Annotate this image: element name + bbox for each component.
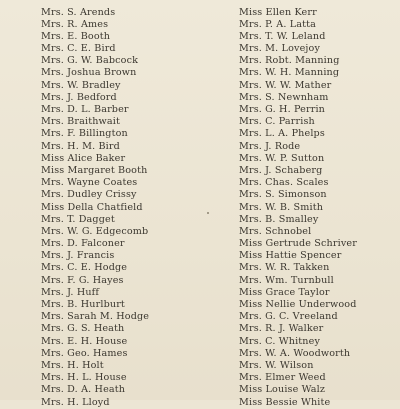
names-column-right (239, 7, 357, 409)
member-name: Mrs. D. A. Heath (41, 384, 126, 396)
member-name: Miss Gertrude Schriver (239, 238, 357, 250)
member-name: Mrs. Wm. Turnbull (239, 274, 334, 286)
member-name: Mrs. W. W. Mather (239, 79, 332, 91)
member-name: Mrs. Elmer Weed (239, 372, 326, 384)
member-name: Mrs. M. Lovejoy (239, 43, 321, 55)
member-name: Mrs. G. C. Vreeland (239, 311, 338, 323)
member-name: Miss Alice Baker (41, 152, 126, 164)
member-name: Mrs. Dudley Crissy (41, 189, 137, 201)
member-name: Mrs. W. B. Smith (239, 201, 324, 213)
member-name: Miss Nellie Underwood (239, 299, 357, 310)
member-name: Mrs. Schnobel (239, 225, 312, 237)
member-name: Mrs. C. Parrish (239, 116, 315, 128)
member-name: Mrs. W. G. Edgecomb (41, 225, 149, 237)
member-name: Miss Ellen Kerr (239, 6, 317, 18)
member-name: Mrs. R. J. Walker (239, 323, 324, 335)
member-name: Mrs. Wayne Coates (41, 177, 138, 189)
member-name: Mrs. B. Smalley (239, 213, 319, 225)
member-name: Mrs. W. A. Woodworth (239, 347, 351, 359)
member-name: Miss Margaret Booth (41, 164, 148, 176)
member-name: Mrs. H. Lloyd (41, 396, 110, 408)
member-name: Mrs. G. W. Babcock (41, 55, 139, 67)
member-name: Mrs. J. Schaberg (239, 164, 323, 176)
member-name: Mrs. C. E. Bird (41, 43, 116, 55)
member-name: Mrs. Geo. Hames (41, 347, 128, 359)
member-name: Mrs. C. Whitney (239, 335, 321, 347)
member-name: Mrs. G. H. Perrin (239, 104, 325, 115)
member-name: Mrs. W. Bradley (41, 79, 121, 91)
member-name: Miss Louise Walz (239, 384, 326, 396)
member-name: Mrs. W. Wilson (239, 359, 314, 371)
member-name: Mrs. B. Hurlburt (41, 299, 125, 310)
member-name: Miss Grace Taylor (239, 286, 330, 298)
member-name: Mrs. L. A. Phelps (239, 128, 325, 140)
member-name: Mrs. H. M. Bird (41, 140, 120, 152)
member-name: Mrs. Braithwait (41, 116, 120, 128)
member-name: Mrs. W. H. Manning (239, 67, 340, 79)
member-name: Mrs. D. Falconer (41, 238, 125, 250)
member-name: Mrs. Sarah M. Hodge (41, 311, 150, 323)
member-name: Mrs. W. R. Takken (239, 262, 330, 274)
member-name: Mrs. J. Huff (41, 286, 100, 298)
member-name: Mrs. W. P. Sutton (239, 152, 325, 164)
member-name: Mrs. J. Rode (239, 140, 301, 152)
member-name: Mrs. H. L. House (41, 372, 127, 384)
member-name: Mrs. S. Newnham (239, 91, 329, 103)
member-name: Mrs. H. Holt (41, 359, 104, 371)
paper-speck (207, 212, 209, 214)
member-name: Miss Della Chatfield (41, 201, 143, 213)
member-name: Mrs. F. G. Hayes (41, 274, 124, 286)
member-name: Mrs. Joshua Brown (41, 67, 137, 79)
member-name: Mrs. S. Arends (41, 6, 116, 18)
member-name: Mrs. T. Dagget (41, 213, 115, 225)
member-name: Mrs. T. W. Leland (239, 30, 326, 42)
member-name: Mrs. C. E. Hodge (41, 262, 128, 274)
member-name: Mrs. E. H. House (41, 335, 128, 347)
member-name: Mrs. R. Ames (41, 18, 109, 30)
member-name: Miss Hattie Spencer (239, 250, 342, 262)
member-name: Mrs. Chas. Scales (239, 177, 329, 189)
member-name: Mrs. J. Francis (41, 250, 115, 262)
member-name: Mrs. D. L. Barber (41, 104, 129, 115)
member-name: Miss Bessie White (239, 396, 331, 408)
member-name: Mrs. S. Simonson (239, 189, 327, 201)
member-name: Mrs. P. A. Latta (239, 18, 316, 30)
member-name: Mrs. F. Billington (41, 128, 128, 140)
member-name: Mrs. J. Bedford (41, 91, 117, 103)
member-name: Mrs. E. Booth (41, 30, 111, 42)
names-column-left (41, 7, 149, 409)
member-name: Mrs. Robt. Manning (239, 55, 340, 67)
member-name: Mrs. G. S. Heath (41, 323, 125, 335)
